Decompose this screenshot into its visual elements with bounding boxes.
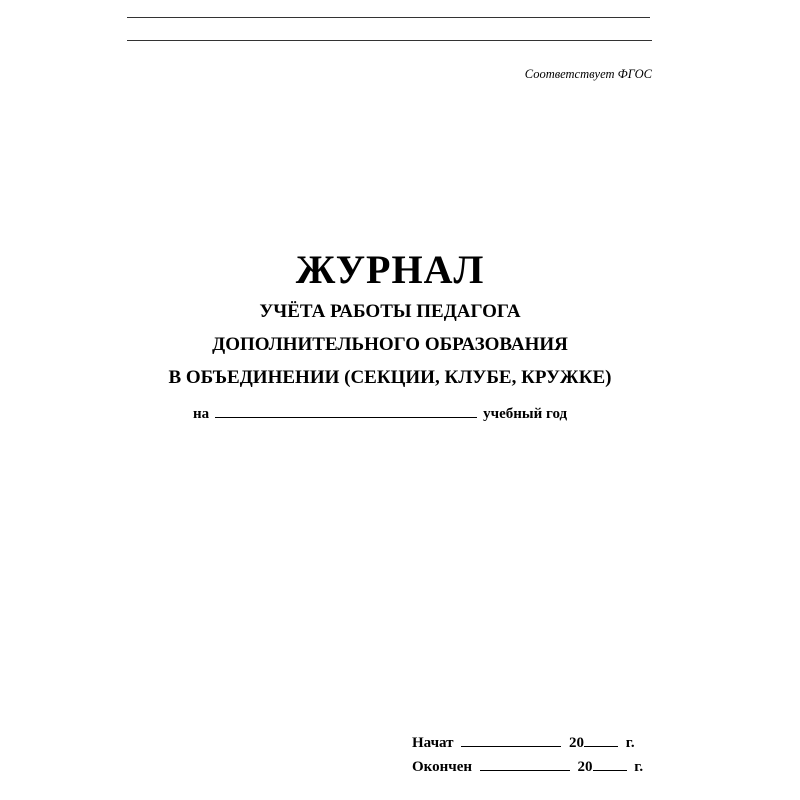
compliance-note: Соответствует ФГОС	[524, 67, 652, 81]
ended-year-blank	[593, 758, 627, 771]
ended-year-abbr: г.	[634, 759, 644, 775]
ended-century: 20	[577, 759, 593, 775]
subtitle-line-1: УЧЁТА РАБОТЫ ПЕДАГОГА	[259, 301, 521, 322]
subtitle-line-2: ДОПОЛНИТЕЛЬНОГО ОБРАЗОВАНИЯ	[212, 334, 568, 355]
started-year-blank	[584, 734, 618, 747]
started-date-row	[412, 734, 635, 752]
header-blank-line-1	[127, 17, 650, 18]
document-title: ЖУРНАЛ	[295, 247, 485, 292]
academic-year-blank	[215, 405, 477, 418]
year-suffix: учебный год	[483, 406, 568, 422]
academic-year-line	[193, 405, 567, 423]
subtitle-line-3: В ОБЪЕДИНЕНИИ (СЕКЦИИ, КЛУБЕ, КРУЖКЕ)	[168, 367, 612, 388]
started-label: Начат	[412, 735, 454, 751]
ended-label: Окончен	[412, 759, 473, 775]
started-year-abbr: г.	[625, 735, 635, 751]
year-prefix: на	[193, 406, 210, 422]
started-century: 20	[569, 735, 585, 751]
started-day-blank	[461, 734, 561, 747]
ended-day-blank	[480, 758, 570, 771]
ended-date-row	[412, 758, 643, 776]
header-blank-line-2	[127, 40, 652, 41]
